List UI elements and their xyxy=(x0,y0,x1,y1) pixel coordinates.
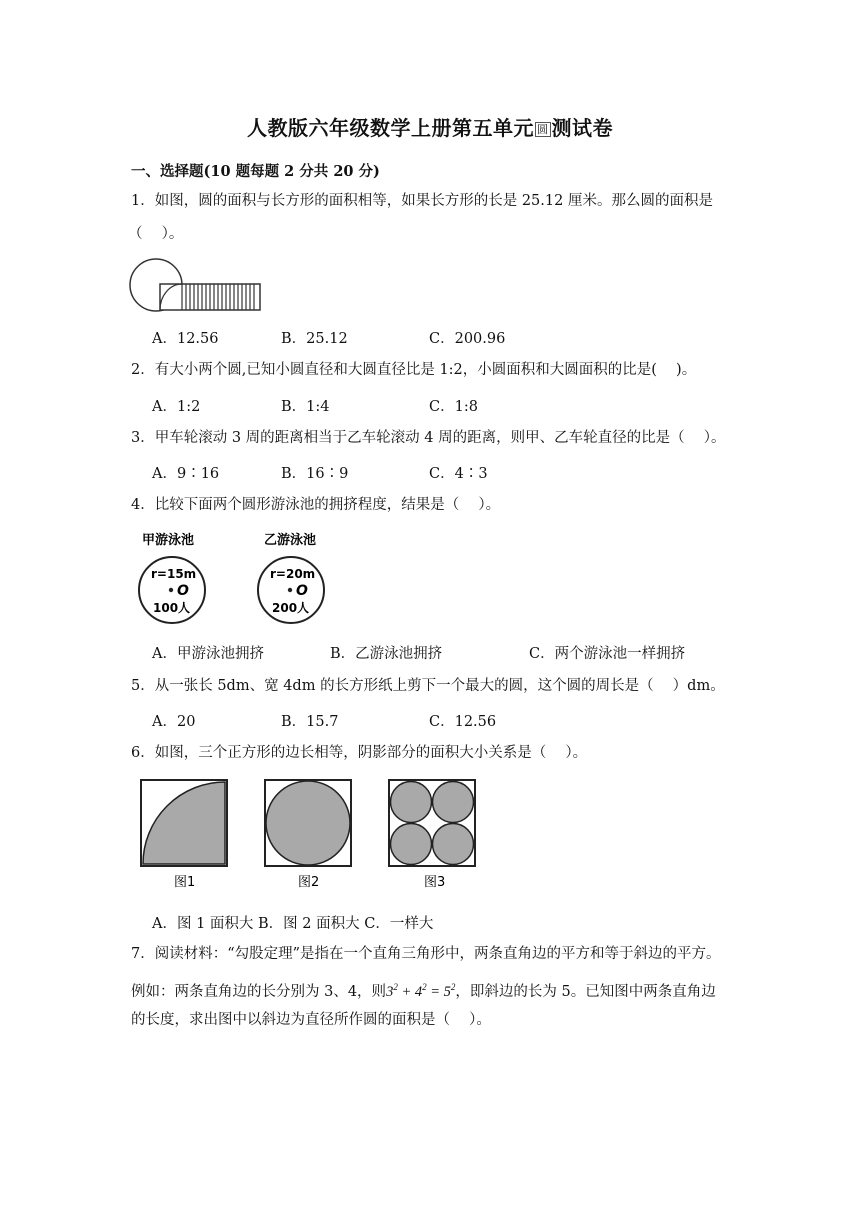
question-2-text: 2．有大小两个圆,已知小圆直径和大圆直径比是 1:2，小圆面积和大圆面积的比是( )。 xyxy=(131,362,697,378)
section-heading: 一、选择题(10 题每题 2 分共 20 分) xyxy=(131,163,380,180)
pool-a-center: O xyxy=(177,583,189,599)
q1-option-b[interactable]: B．25.12 xyxy=(281,331,348,347)
question-7-line-3: 的长度，求出图中以斜边为直径所作圆的面积是（ ）。 xyxy=(131,1012,491,1028)
question-7-line-2 xyxy=(131,977,716,1002)
q4-option-c[interactable]: C．两个游泳池一样拥挤 xyxy=(529,646,686,662)
q3-option-a[interactable]: A．9∶16 xyxy=(152,466,220,482)
pool-a-radius: r=15m xyxy=(151,567,197,581)
q5-option-a[interactable]: A．20 xyxy=(152,714,196,730)
title-text-main: 人教版六年级数学上册第五单元 xyxy=(247,116,534,140)
page-title xyxy=(0,112,860,141)
pool-b-center: O xyxy=(296,583,308,599)
pool-a-name: 甲游泳池 xyxy=(142,533,195,548)
q1-option-a[interactable]: A．12.56 xyxy=(152,331,219,347)
title-text-mark: 圆 xyxy=(537,123,549,136)
q5-option-b[interactable]: B．15.7 xyxy=(281,714,339,730)
pool-b-name: 乙游泳池 xyxy=(264,533,317,548)
q7-example-text: 例如：两条直角边的长分别为 3、4，则 xyxy=(131,983,387,1000)
question-3-text: 3．甲车轮滚动 3 周的距离相当于乙车轮滚动 4 周的距离，则甲、乙车轮直径的比是（ ）。 xyxy=(131,430,726,446)
question-1-figure xyxy=(128,257,268,315)
q2-option-b[interactable]: B．1:4 xyxy=(281,399,330,415)
q4-option-a[interactable]: A．甲游泳池拥挤 xyxy=(152,646,264,662)
question-4-figure xyxy=(136,528,346,628)
q4-option-b[interactable]: B．乙游泳池拥挤 xyxy=(330,646,443,662)
q3-option-b[interactable]: B．16∶9 xyxy=(281,466,349,482)
q3-option-c[interactable]: C．4∶3 xyxy=(429,466,488,482)
q2-option-c[interactable]: C．1:8 xyxy=(429,399,478,415)
question-1-blank: （ ）。 xyxy=(128,226,184,242)
pool-b-radius: r=20m xyxy=(270,567,316,581)
q2-option-a[interactable]: A．1:2 xyxy=(152,399,201,415)
question-5-text: 5．从一张长 5dm、宽 4dm 的长方形纸上剪下一个最大的圆，这个圆的周长是（ ）dm。 xyxy=(131,678,725,694)
q7-example-end: ，即斜边的长为 5。已知图中两条直角边 xyxy=(455,983,716,1000)
figure-1-label: 图1 xyxy=(174,875,196,890)
figure-2-label: 图2 xyxy=(298,875,320,890)
question-7-line-1: 7．阅读材料：“勾股定理”是指在一个直角三角形中，两条直角边的平方和等于斜边的平方。 xyxy=(131,946,721,962)
pool-b-people: 200人 xyxy=(272,601,310,615)
q1-option-c[interactable]: C．200.96 xyxy=(429,331,506,347)
question-6-text: 6．如图，三个正方形的边长相等，阴影部分的面积大小关系是（ ）。 xyxy=(131,745,588,761)
pythagoras-equation: $3^2 + 4^2 = 5^2$ xyxy=(386,982,456,1000)
figure-3-label: 图3 xyxy=(424,875,446,890)
title-text-end: 测试卷 xyxy=(551,116,613,140)
question-4-text: 4．比较下面两个圆形游泳池的拥挤程度，结果是（ ）。 xyxy=(131,497,501,513)
pool-a-people: 100人 xyxy=(153,601,191,615)
question-6-figures xyxy=(138,778,498,896)
q6-options[interactable]: A．图 1 面积大 B．图 2 面积大 C．一样大 xyxy=(152,916,434,932)
q5-option-c[interactable]: C．12.56 xyxy=(429,714,497,730)
question-1-text: 1．如图，圆的面积与长方形的面积相等，如果长方形的长是 25.12 厘米。那么圆的面积是 xyxy=(131,193,713,209)
